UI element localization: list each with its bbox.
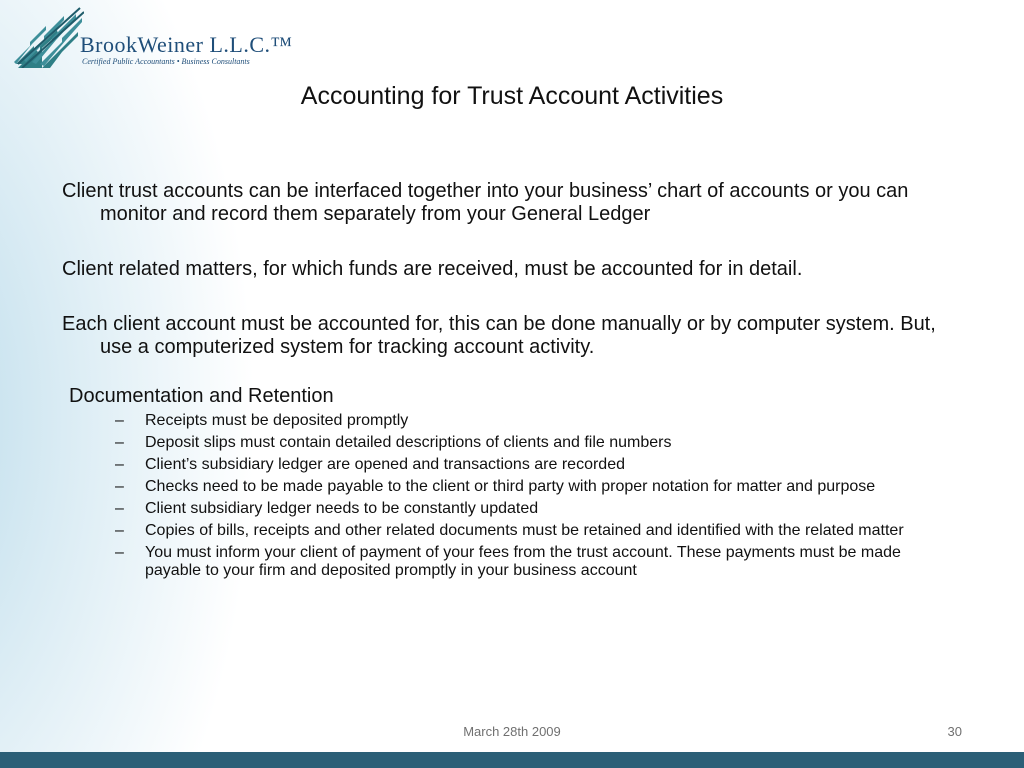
list-marker: – bbox=[115, 500, 124, 517]
page-number: 30 bbox=[947, 724, 962, 739]
list-item bbox=[115, 434, 955, 452]
list-marker: – bbox=[115, 522, 124, 539]
bottom-bar bbox=[0, 752, 1024, 768]
list-item bbox=[115, 522, 955, 540]
list-item bbox=[115, 544, 955, 580]
list-item-text: Receipts must be deposited promptly bbox=[145, 412, 409, 429]
list-item-text: Deposit slips must contain detailed descriptions of clients and file numbers bbox=[145, 434, 672, 451]
slide-title: Accounting for Trust Account Activities bbox=[300, 82, 724, 110]
logo-tagline: Certified Public Accountants • Business Consultants bbox=[82, 57, 250, 66]
list-item bbox=[115, 478, 955, 496]
footer-date: March 28th 2009 bbox=[463, 724, 561, 739]
list-marker: – bbox=[115, 544, 124, 561]
logo-mark-icon bbox=[12, 6, 84, 68]
list-item bbox=[115, 456, 955, 474]
list-item-text: Checks need to be made payable to the client or third party with proper notation for matter and purpose bbox=[145, 478, 876, 495]
documentation-list bbox=[62, 412, 955, 580]
paragraph-1: Client trust accounts can be interfaced together into your business’ chart of accounts or you can monitor and record them separately from your General Ledger bbox=[62, 180, 909, 225]
logo-name: BrookWeiner L.L.C.™ bbox=[80, 32, 293, 57]
list-marker: – bbox=[115, 478, 124, 495]
section-heading: Documentation and Retention bbox=[69, 385, 334, 407]
list-marker: – bbox=[115, 412, 124, 429]
slide-content bbox=[62, 180, 972, 584]
list-item bbox=[115, 412, 955, 430]
list-marker: – bbox=[115, 434, 124, 451]
list-item-text: Copies of bills, receipts and other related documents must be retained and identified with the related matter bbox=[145, 522, 904, 539]
paragraph-2: Client related matters, for which funds are received, must be accounted for in detail. bbox=[62, 258, 803, 280]
list-item-text: Client’s subsidiary ledger are opened and transactions are recorded bbox=[145, 456, 625, 473]
list-item-text: Client subsidiary ledger needs to be constantly updated bbox=[145, 500, 539, 517]
list-item-text: You must inform your client of payment of your fees from the trust account. These payments must be made payable to your firm and deposited promptly in your business account bbox=[145, 544, 901, 579]
list-item bbox=[115, 500, 955, 518]
list-marker: – bbox=[115, 456, 124, 473]
company-logo bbox=[12, 6, 293, 70]
paragraph-3: Each client account must be accounted for, this can be done manually or by computer system. But, use a computerized system for tracking account activity. bbox=[62, 313, 936, 358]
